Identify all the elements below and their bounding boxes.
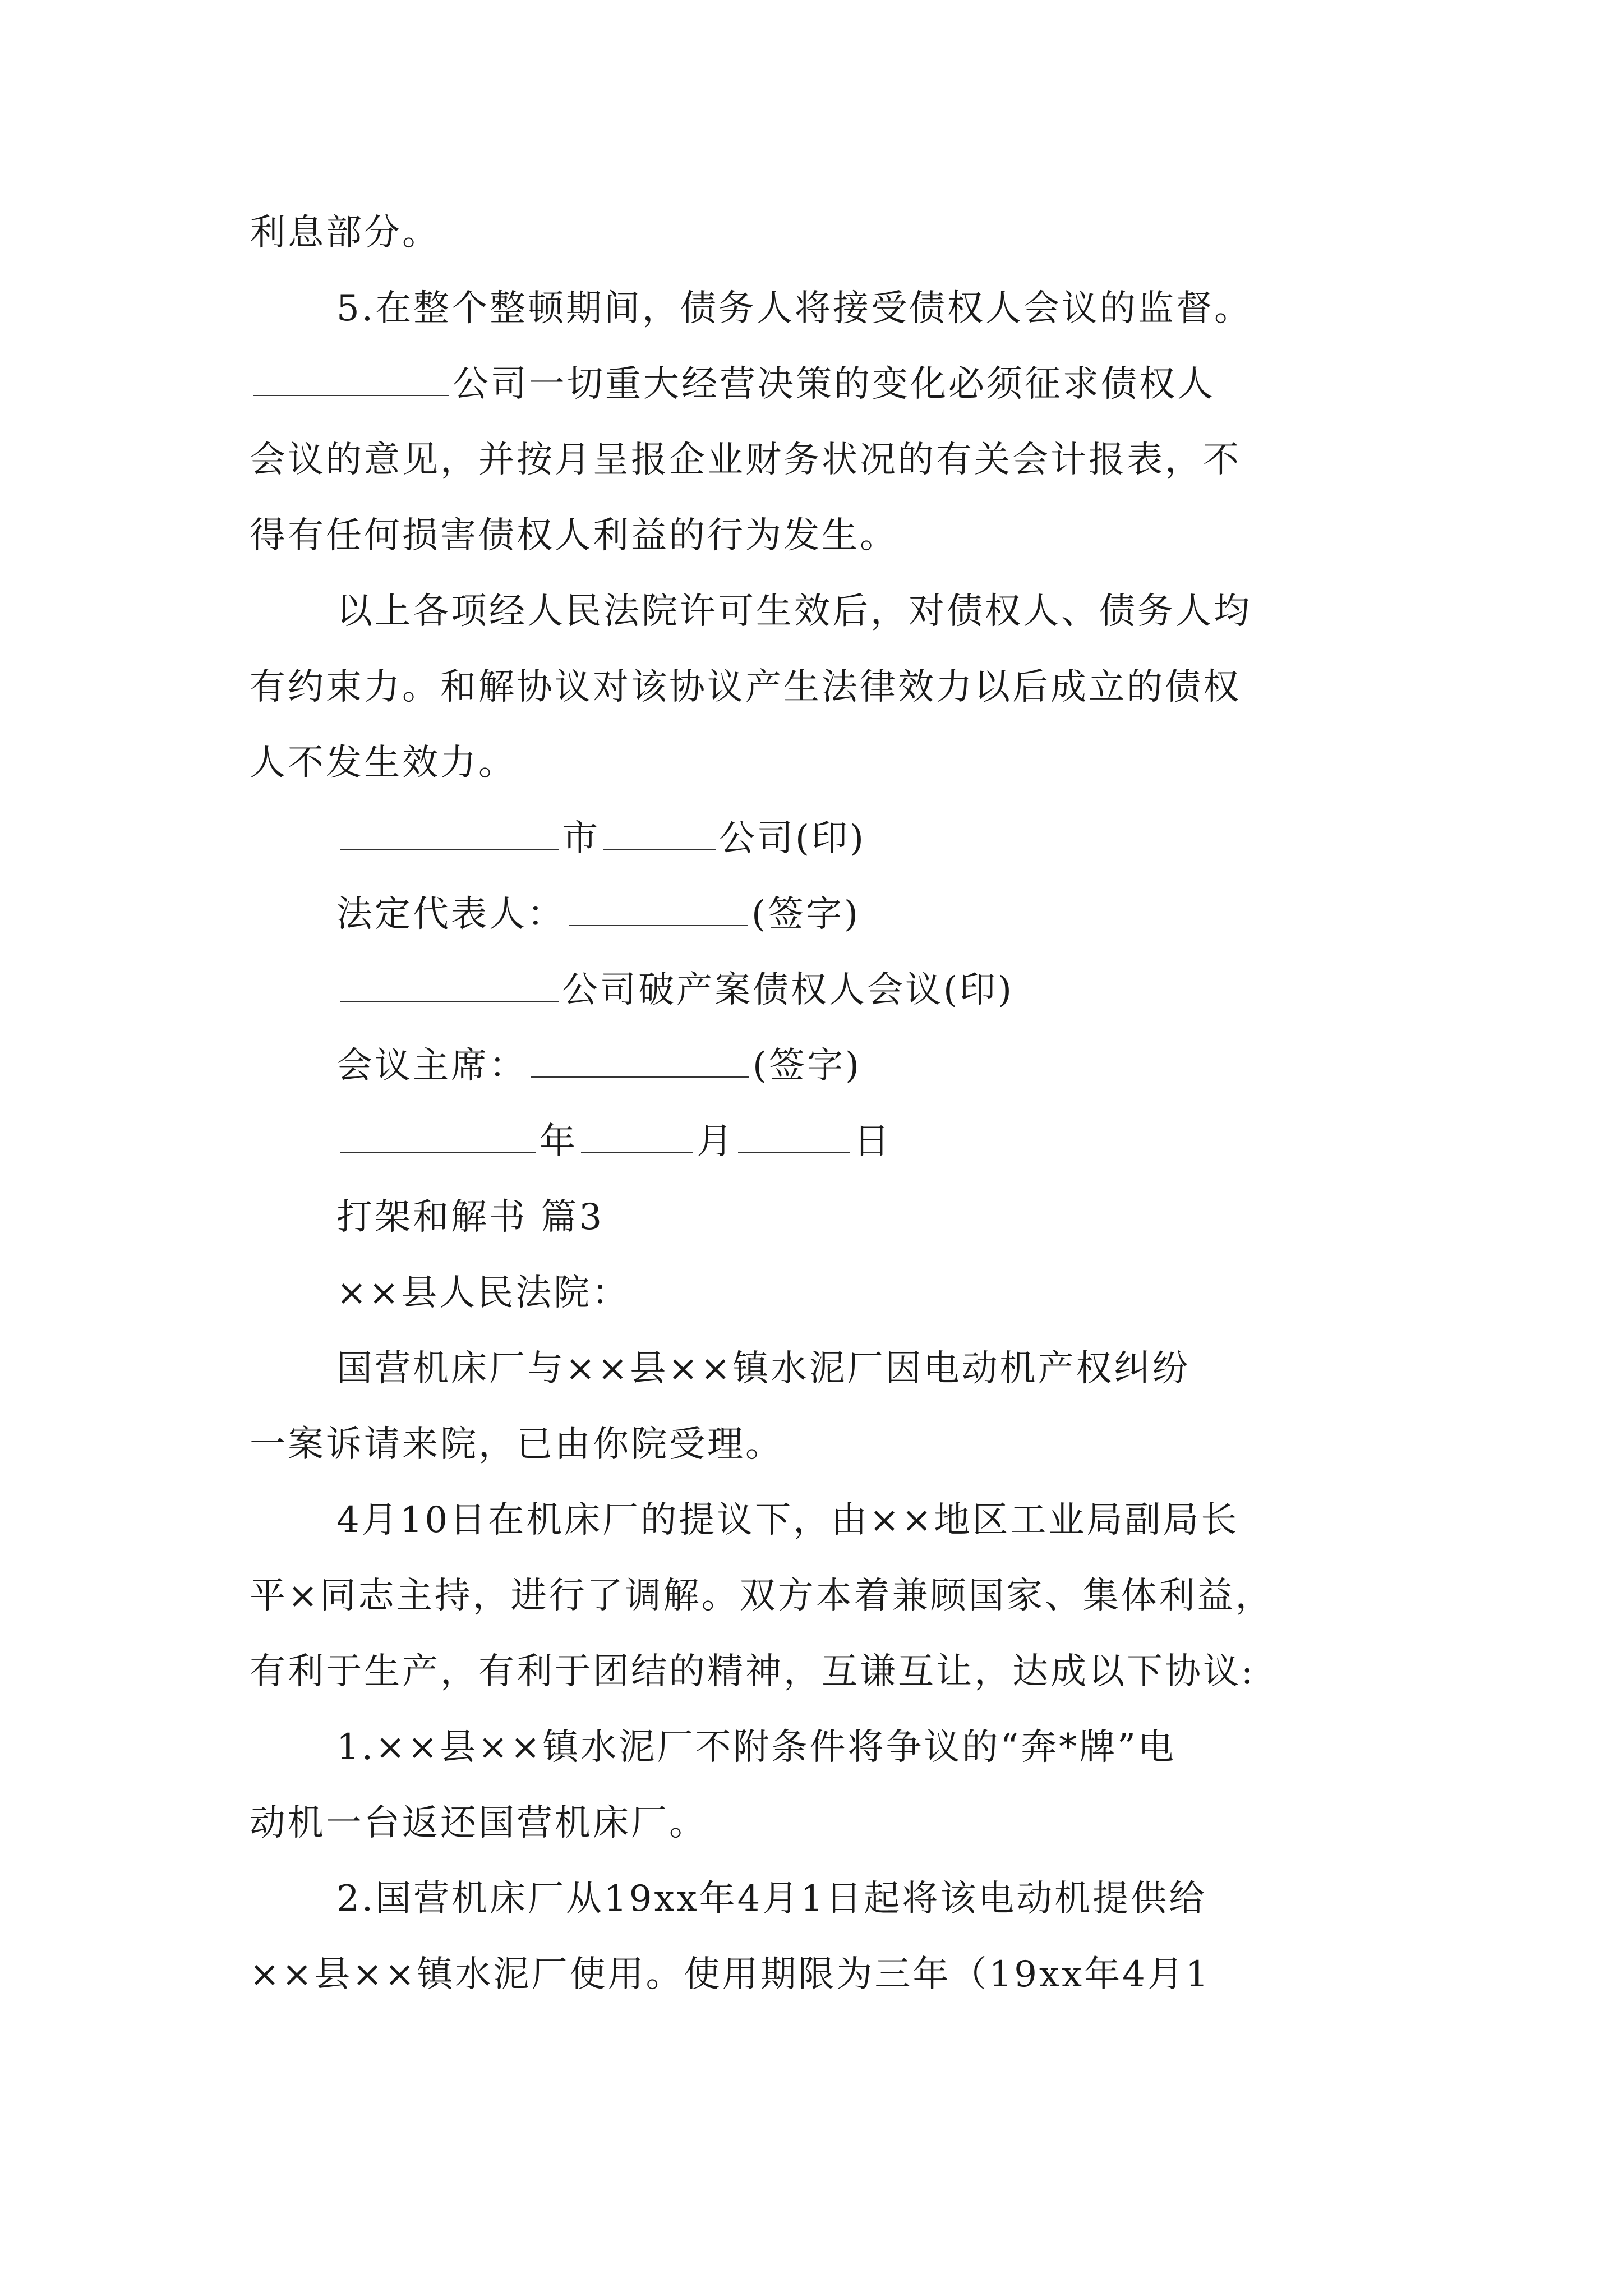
signature-creditors-meeting-line bbox=[336, 968, 1014, 1013]
fill-in-blank bbox=[253, 368, 449, 396]
text-span: 法定代表人： bbox=[336, 894, 565, 935]
text-span: (签字) bbox=[751, 894, 860, 935]
text-line: 动机一台返还国营机床厂。 bbox=[250, 1802, 707, 1844]
text-line: 国营机床厂与××县××镇水泥厂因电动机产权纠纷 bbox=[336, 1348, 1191, 1389]
addressee: ××县人民法院： bbox=[336, 1272, 630, 1314]
text-line bbox=[250, 362, 1215, 407]
text-span: 月 bbox=[697, 1121, 735, 1162]
text-span: 市 bbox=[562, 818, 600, 859]
fill-in-blank bbox=[738, 1125, 850, 1153]
text-line: 有利于生产，有利于团结的精神，互谦互让，达成以下协议: bbox=[250, 1651, 1256, 1692]
text-span: 日 bbox=[854, 1121, 892, 1162]
text-span: 公司破产案债权人会议(印) bbox=[562, 969, 1014, 1011]
signature-legal-rep-line bbox=[336, 892, 860, 937]
date-line bbox=[336, 1119, 892, 1164]
fill-in-blank bbox=[603, 822, 716, 850]
text-line: 一案诉请来院，已由你院受理。 bbox=[250, 1424, 783, 1465]
text-span: 会议主席： bbox=[336, 1045, 527, 1087]
text-line: 会议的意见，并按月呈报企业财务状况的有关会计报表，不 bbox=[250, 439, 1241, 481]
text-span: 年 bbox=[540, 1121, 578, 1162]
text-span: (签字) bbox=[753, 1045, 861, 1087]
signature-company-line bbox=[336, 816, 866, 861]
fill-in-blank bbox=[340, 1125, 536, 1153]
text-line: 有约束力。和解协议对该协议产生法律效力以后成立的债权 bbox=[250, 666, 1241, 708]
text-line: 人不发生效力。 bbox=[250, 742, 517, 784]
signature-chair-line bbox=[336, 1043, 861, 1088]
fill-in-blank bbox=[340, 974, 559, 1002]
text-line: ××县××镇水泥厂使用。使用期限为三年（19xx年4月1 bbox=[250, 1954, 1211, 1995]
fill-in-blank bbox=[531, 1050, 749, 1078]
text-line: 平×同志主持，进行了调解。双方本着兼顾国家、集体利益， bbox=[250, 1575, 1274, 1617]
text-span: 公司(印) bbox=[719, 818, 866, 859]
fill-in-blank bbox=[581, 1125, 693, 1153]
text-line: 1.××县××镇水泥厂不附条件将争议的“奔*牌”电 bbox=[336, 1727, 1176, 1768]
text-line: 得有任何损害债权人利益的行为发生。 bbox=[250, 515, 898, 556]
section-title: 打架和解书 篇3 bbox=[336, 1197, 605, 1238]
text-line: 以上各项经人民法院许可生效后，对债权人、债务人均 bbox=[336, 591, 1252, 632]
text-line: 5.在整个整顿期间，债务人将接受债权人会议的监督。 bbox=[336, 288, 1253, 329]
text-span: 公司一切重大经营决策的变化必须征求债权人 bbox=[453, 364, 1215, 405]
text-line: 4月10日在机床厂的提议下，由××地区工业局副局长 bbox=[336, 1499, 1239, 1541]
fill-in-blank bbox=[340, 822, 559, 850]
fill-in-blank bbox=[569, 898, 748, 926]
text-line: 利息部分。 bbox=[250, 212, 440, 254]
text-line: 2.国营机床厂从19xx年4月1日起将该电动机提供给 bbox=[336, 1878, 1207, 1920]
